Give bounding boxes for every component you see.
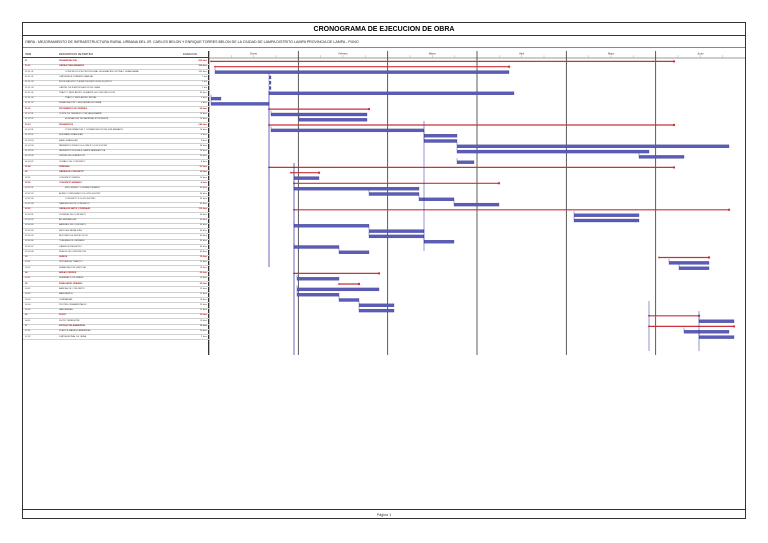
cell-id: 07: [25, 325, 28, 327]
page: [22, 22, 746, 519]
cell-dur: 40 días: [199, 219, 207, 221]
cell-id: 02.02.03: [25, 197, 34, 200]
cell-dur: 15 días: [199, 319, 207, 322]
cell-name: PAVIMENTACION: [59, 60, 77, 62]
gantt-chart: [209, 51, 745, 355]
cell-id: 02.02.02: [25, 192, 34, 195]
header-name: DESCRIPCION DE PARTIDA: [59, 53, 94, 56]
cell-name: REJILLAS METALICAS: [59, 229, 82, 232]
cell-dur: 1 día: [202, 75, 207, 78]
cell-dur: 165 días: [198, 70, 207, 73]
task-bar: [669, 261, 709, 264]
summary-end-marker: [368, 108, 370, 110]
cell-name: TRAZO Y REPLANTEO INICIAL: [65, 97, 97, 100]
cell-dur: 40 días: [199, 213, 207, 216]
cell-dur: 97 días: [199, 166, 207, 168]
cell-id: 01.01.04: [25, 86, 34, 89]
cell-dur: 55 días: [199, 144, 207, 147]
cell-name: SENALIZACION Y SEGURIDAD EN OBRA: [59, 102, 102, 105]
task-bar: [269, 92, 514, 95]
cell-id: 02.03.05: [25, 234, 34, 237]
summary-end-marker: [708, 256, 710, 258]
summary-start-marker: [214, 66, 216, 68]
cell-id: 05.04: [25, 303, 31, 306]
cell-dur: 15 días: [199, 293, 207, 296]
cell-id: 03.02: [25, 266, 31, 269]
summary-end-marker: [498, 182, 500, 184]
cell-name: SUB BASE GRANULAR: [59, 134, 83, 137]
cell-id: 01.01: [25, 65, 31, 68]
cell-dur: 10 días: [199, 176, 207, 179]
cell-name: LIMPIEZA FINAL DE OBRA: [59, 335, 87, 338]
cell-id: 02.03.04: [25, 229, 34, 232]
row-divider: [23, 339, 209, 340]
cell-id: 05.02: [25, 293, 31, 296]
cell-dur: 40 días: [199, 229, 207, 232]
cell-id: 01.01.03: [25, 81, 34, 84]
cell-dur: 15 días: [199, 261, 207, 264]
cell-dur: 4 días: [201, 102, 207, 105]
divider: [23, 47, 745, 48]
cell-name: CONCRETO SIMPLE: [59, 176, 81, 179]
cell-id: 02.02.04: [25, 203, 34, 206]
cell-dur: 10 días: [199, 128, 207, 131]
cell-name: JARDINERAS: [59, 309, 73, 312]
cell-dur: 15 días: [199, 266, 207, 269]
cell-id: 01.02: [25, 107, 31, 110]
summary-end-marker: [318, 172, 320, 174]
cell-id: 02.01: [25, 176, 31, 179]
task-bar: [297, 288, 379, 291]
cell-id: 02.03.02: [25, 219, 34, 221]
cell-name: TRAZO Y REPLANTEO DURANTE LA CONSTRUCCION: [59, 91, 116, 94]
cell-dur: 15 días: [199, 314, 207, 317]
cell-id: 01.03.05: [25, 150, 34, 153]
task-bar: [424, 240, 454, 243]
summary-start-marker: [658, 257, 660, 259]
cell-dur: 10 días: [199, 277, 207, 280]
cell-dur: 35 días: [199, 197, 207, 200]
cell-name: BUZONES DE INSPECCION: [59, 234, 88, 237]
cell-id: 01.02.02: [25, 118, 34, 121]
summary-start-marker: [210, 61, 212, 63]
cell-name: VEREDAS: [59, 166, 70, 168]
summary-start-marker: [338, 283, 340, 285]
cell-dur: 40 días: [199, 245, 207, 248]
summary-end-marker: [673, 166, 675, 168]
gantt-svg: [209, 51, 745, 355]
summary-end-marker: [673, 124, 675, 126]
cell-dur: 5 días: [200, 181, 207, 184]
month-label: Enero: [250, 52, 258, 56]
cell-dur: 4 días: [201, 97, 207, 100]
cell-id: 02.03: [25, 208, 31, 211]
task-bar: [454, 203, 499, 206]
cell-dur: 40 días: [199, 234, 207, 237]
cell-name: MOVIMIENTO DE TIERRAS: [59, 107, 87, 110]
cell-name: AREAS VERDES: [59, 272, 77, 274]
task-table-header: [23, 51, 209, 58]
cell-name: LUMINARIAS: [59, 298, 73, 301]
cell-dur: 7 días: [201, 335, 207, 338]
task-bar: [699, 336, 734, 339]
cell-dur: 20 días: [199, 155, 207, 158]
cell-id: 01.03.01: [25, 128, 34, 131]
cell-dur: 40 días: [199, 240, 207, 243]
month-label: Abril: [519, 52, 525, 56]
task-bar: [369, 193, 419, 196]
project-subtitle: OBRA : MEJORAMIENTO DE INFRAESTRUCTURA RURAL URBANA DEL JR. CARLOS BELON Y ENRIQUE TORRES BELON DE LA CIUDAD DE LAMPA DISTRITO LAMPA PROVINCIA DE LAMPA - PUNO: [25, 40, 359, 44]
task-bar: [424, 140, 457, 143]
cell-id: 02.03.03: [25, 224, 34, 227]
cell-name: BASE GRANULAR: [59, 139, 78, 142]
cell-id: 01.01.02: [25, 75, 34, 78]
cell-name: ELIMINACION DE MATERIAL EXCEDENTE: [65, 118, 109, 121]
cell-name: CONCRETO ARMADO: [59, 181, 82, 184]
cell-id: 01.03.02: [25, 134, 34, 137]
cell-dur: 20 días: [199, 150, 207, 153]
cell-name: FLETE: [59, 314, 66, 317]
page-title: CRONOGRAMA DE EJECUCION DE OBRA: [23, 23, 745, 36]
cell-name: TUBERIAS DE DRENAJE: [59, 240, 85, 243]
cell-dur: 15 días: [199, 309, 207, 312]
cell-dur: 25 días: [199, 107, 207, 110]
task-bar: [457, 145, 729, 148]
cell-dur: 165 días: [198, 65, 207, 68]
cell-id: 05.01: [25, 287, 31, 290]
cell-name: OBRAS DE ARTE Y DRENAJE: [59, 208, 91, 211]
cell-dur: 40 días: [199, 250, 207, 253]
task-bar: [269, 81, 271, 84]
cell-dur: 15 días: [199, 303, 207, 306]
cell-name: SEMBRADO DE GRASS: [59, 277, 84, 280]
cell-dur: 1 día: [202, 81, 207, 84]
cell-dur: 8 días: [201, 139, 207, 142]
cell-dur: 45 días: [199, 187, 207, 190]
cell-name: CORTE DE TERRENO CON MAQUINARIA: [59, 113, 102, 115]
cell-id: 01.04: [25, 166, 31, 168]
cell-id: 03.01: [25, 261, 31, 264]
cell-name: SEÑALIZACION VERTICAL: [59, 266, 87, 269]
header-id: ITEM: [25, 53, 32, 56]
task-bar: [294, 187, 419, 190]
cell-dur: 10 días: [199, 330, 207, 333]
cell-name: PAVIMENTOS: [59, 123, 74, 126]
cell-id: 02.02.01: [25, 187, 34, 190]
cell-dur: 30 días: [199, 203, 207, 206]
cell-id: 01.01.07: [25, 102, 34, 105]
task-bar: [297, 277, 339, 280]
task-bar: [339, 299, 359, 302]
task-bar: [294, 246, 339, 249]
cell-name: JUNTAS DE DILATACION: [59, 155, 85, 158]
summary-end-marker: [358, 283, 360, 285]
cell-name: MUROS DE CONTENCION: [59, 250, 87, 253]
cell-dur: 145 días: [198, 123, 207, 126]
task-bar: [457, 161, 474, 164]
cell-id: 01.03.07: [25, 160, 34, 163]
cell-id: 02.03.08: [25, 250, 34, 253]
task-bar: [299, 118, 367, 121]
cell-name: OBRAS DE CONCRETO: [59, 171, 84, 174]
cell-id: 05.05: [25, 309, 31, 312]
task-bar: [369, 235, 424, 238]
cell-name: CONSTRUCCION PROVISIONAL DE ALMACEN OFICINA Y GUARDIANIA: [65, 70, 139, 73]
cell-id: 02: [25, 171, 28, 174]
task-bar: [211, 97, 221, 100]
task-bar: [269, 76, 271, 79]
cell-dur: 15 días: [199, 256, 207, 259]
task-table: [23, 51, 209, 355]
cell-name: SARDINELES DE CONCRETO: [59, 203, 90, 206]
page-footer: Página 1: [23, 509, 745, 519]
cell-dur: 115 días: [198, 208, 207, 211]
task-bar: [359, 304, 394, 307]
summary-end-marker: [378, 272, 380, 274]
task-bar: [297, 293, 339, 296]
cell-name: CAJAS DE REGISTRO: [59, 245, 82, 248]
cell-name: PAVIMENTO RIGIDO E=0.20M F'C=210 KG/CM2: [59, 144, 108, 147]
cell-id: 07.01: [25, 330, 31, 333]
cell-id: 01.03: [25, 123, 31, 126]
cell-dur: 205 días: [198, 60, 207, 62]
cell-name: CARTEL DE IDENTIFICACION DE OBRA: [59, 86, 100, 89]
cell-name: BADENES DE CONCRETO: [59, 224, 87, 227]
summary-end-marker: [673, 60, 675, 62]
summary-end-marker: [733, 325, 735, 327]
cell-id: 02.03.07: [25, 245, 34, 248]
cell-id: 01.02.01: [25, 113, 34, 115]
cell-dur: 20 días: [199, 272, 207, 274]
header-duration: DURACION: [183, 53, 197, 56]
task-bar: [271, 113, 367, 116]
cell-dur: 15 días: [199, 287, 207, 290]
cell-name: BASUREROS: [59, 293, 73, 296]
cell-dur: 8 días: [201, 134, 207, 137]
task-bar: [639, 155, 684, 158]
cell-name: CONFORMACION Y COMPACTACION DE SUB RASANTE: [65, 128, 124, 131]
task-bar: [699, 320, 734, 323]
task-bar: [211, 102, 269, 105]
task-bar: [457, 150, 649, 153]
task-bar: [294, 177, 319, 180]
cell-id: 01.01.05: [25, 91, 34, 94]
cell-name: PLAN DE MANEJO AMBIENTAL: [59, 330, 91, 333]
cell-dur: 40 días: [199, 224, 207, 227]
task-bar: [684, 330, 729, 333]
cell-id: 03: [25, 256, 28, 259]
cell-id: 01.03.04: [25, 144, 34, 147]
cell-name: ACERO CORRUGADO FY=4200 KG/CM2: [59, 192, 101, 195]
cell-name: MOVILIZACION Y DESMOVILIZACION DE EQUIPOS: [59, 81, 112, 84]
cell-dur: 15 días: [199, 298, 207, 301]
cell-name: CURADO DE CONCRETO: [59, 160, 86, 163]
cell-id: 01.01.06: [25, 97, 34, 100]
cell-id: 04: [25, 272, 28, 274]
cell-dur: 10 días: [199, 171, 207, 174]
cell-id: 01.01.01: [25, 70, 34, 73]
cell-id: 01.03.03: [25, 139, 34, 142]
task-bar: [369, 230, 424, 233]
month-label: Junio: [697, 52, 704, 56]
cell-name: VARIOS: [59, 256, 68, 259]
month-label: Mayo: [607, 52, 615, 56]
cell-name: PAVIMENTO FLEXIBLE CARPETA ASFALTICA: [59, 150, 106, 153]
cell-id: 06: [25, 314, 28, 317]
cell-name: CONCRETO F'C=210 KG/CM2: [65, 197, 96, 200]
cell-id: 06.01: [25, 319, 31, 322]
task-bar: [574, 219, 639, 222]
task-bar: [339, 251, 369, 254]
task-bar: [269, 87, 271, 90]
task-bar: [424, 134, 457, 137]
cell-dur: 1 día: [202, 86, 207, 89]
cell-dur: 15 días: [199, 118, 207, 121]
cell-name: ENCOFRADO Y DESENCOFRADO: [65, 187, 101, 190]
cell-id: 05: [25, 282, 28, 285]
month-label: Febrero: [338, 52, 348, 56]
cell-dur: 10 días: [199, 113, 207, 115]
cell-dur: 10 días: [199, 325, 207, 327]
cell-id: 07.02: [25, 335, 31, 338]
cell-name: BANCAS DE CONCRETO: [59, 287, 85, 290]
cell-dur: 55 días: [199, 91, 207, 94]
schedule-table-area: [23, 51, 745, 355]
task-bar: [574, 214, 639, 217]
summary-end-marker: [508, 66, 510, 68]
cell-name: POSTES ORNAMENTALES: [59, 303, 87, 306]
cell-name: LIMPIEZA DE TERRENO MANUAL: [59, 75, 94, 78]
cell-name: ALCANTARILLAS: [59, 219, 77, 221]
cell-id: 01.03.06: [25, 155, 34, 158]
cell-name: OBRAS PRELIMINARES: [59, 65, 85, 68]
month-label: Marzo: [428, 52, 436, 56]
cell-id: 05.03: [25, 298, 31, 301]
cell-id: 02.03.01: [25, 213, 34, 216]
cell-id: 02.03.06: [25, 240, 34, 243]
task-bar: [294, 224, 369, 227]
task-bar: [679, 267, 709, 270]
task-bar: [271, 129, 424, 132]
cell-name: CUNETAS DE CONCRETO: [59, 213, 87, 216]
cell-name: MITIGACION AMBIENTAL: [59, 325, 86, 327]
cell-name: PINTURA DE TRAFICO: [59, 261, 83, 264]
summary-start-marker: [290, 172, 292, 174]
cell-id: 04.01: [25, 277, 31, 280]
cell-id: 01: [25, 60, 28, 62]
task-bar: [359, 309, 394, 312]
cell-id: 02.02: [25, 181, 31, 184]
cell-name: FLETE TERRESTRE: [59, 319, 80, 322]
cell-dur: 40 días: [199, 192, 207, 195]
summary-end-marker: [728, 209, 730, 211]
cell-dur: 35 días: [199, 282, 207, 285]
cell-dur: 8 días: [201, 160, 207, 163]
cell-name: MOBILIARIO URBANO: [59, 282, 83, 285]
task-bar: [215, 71, 509, 74]
